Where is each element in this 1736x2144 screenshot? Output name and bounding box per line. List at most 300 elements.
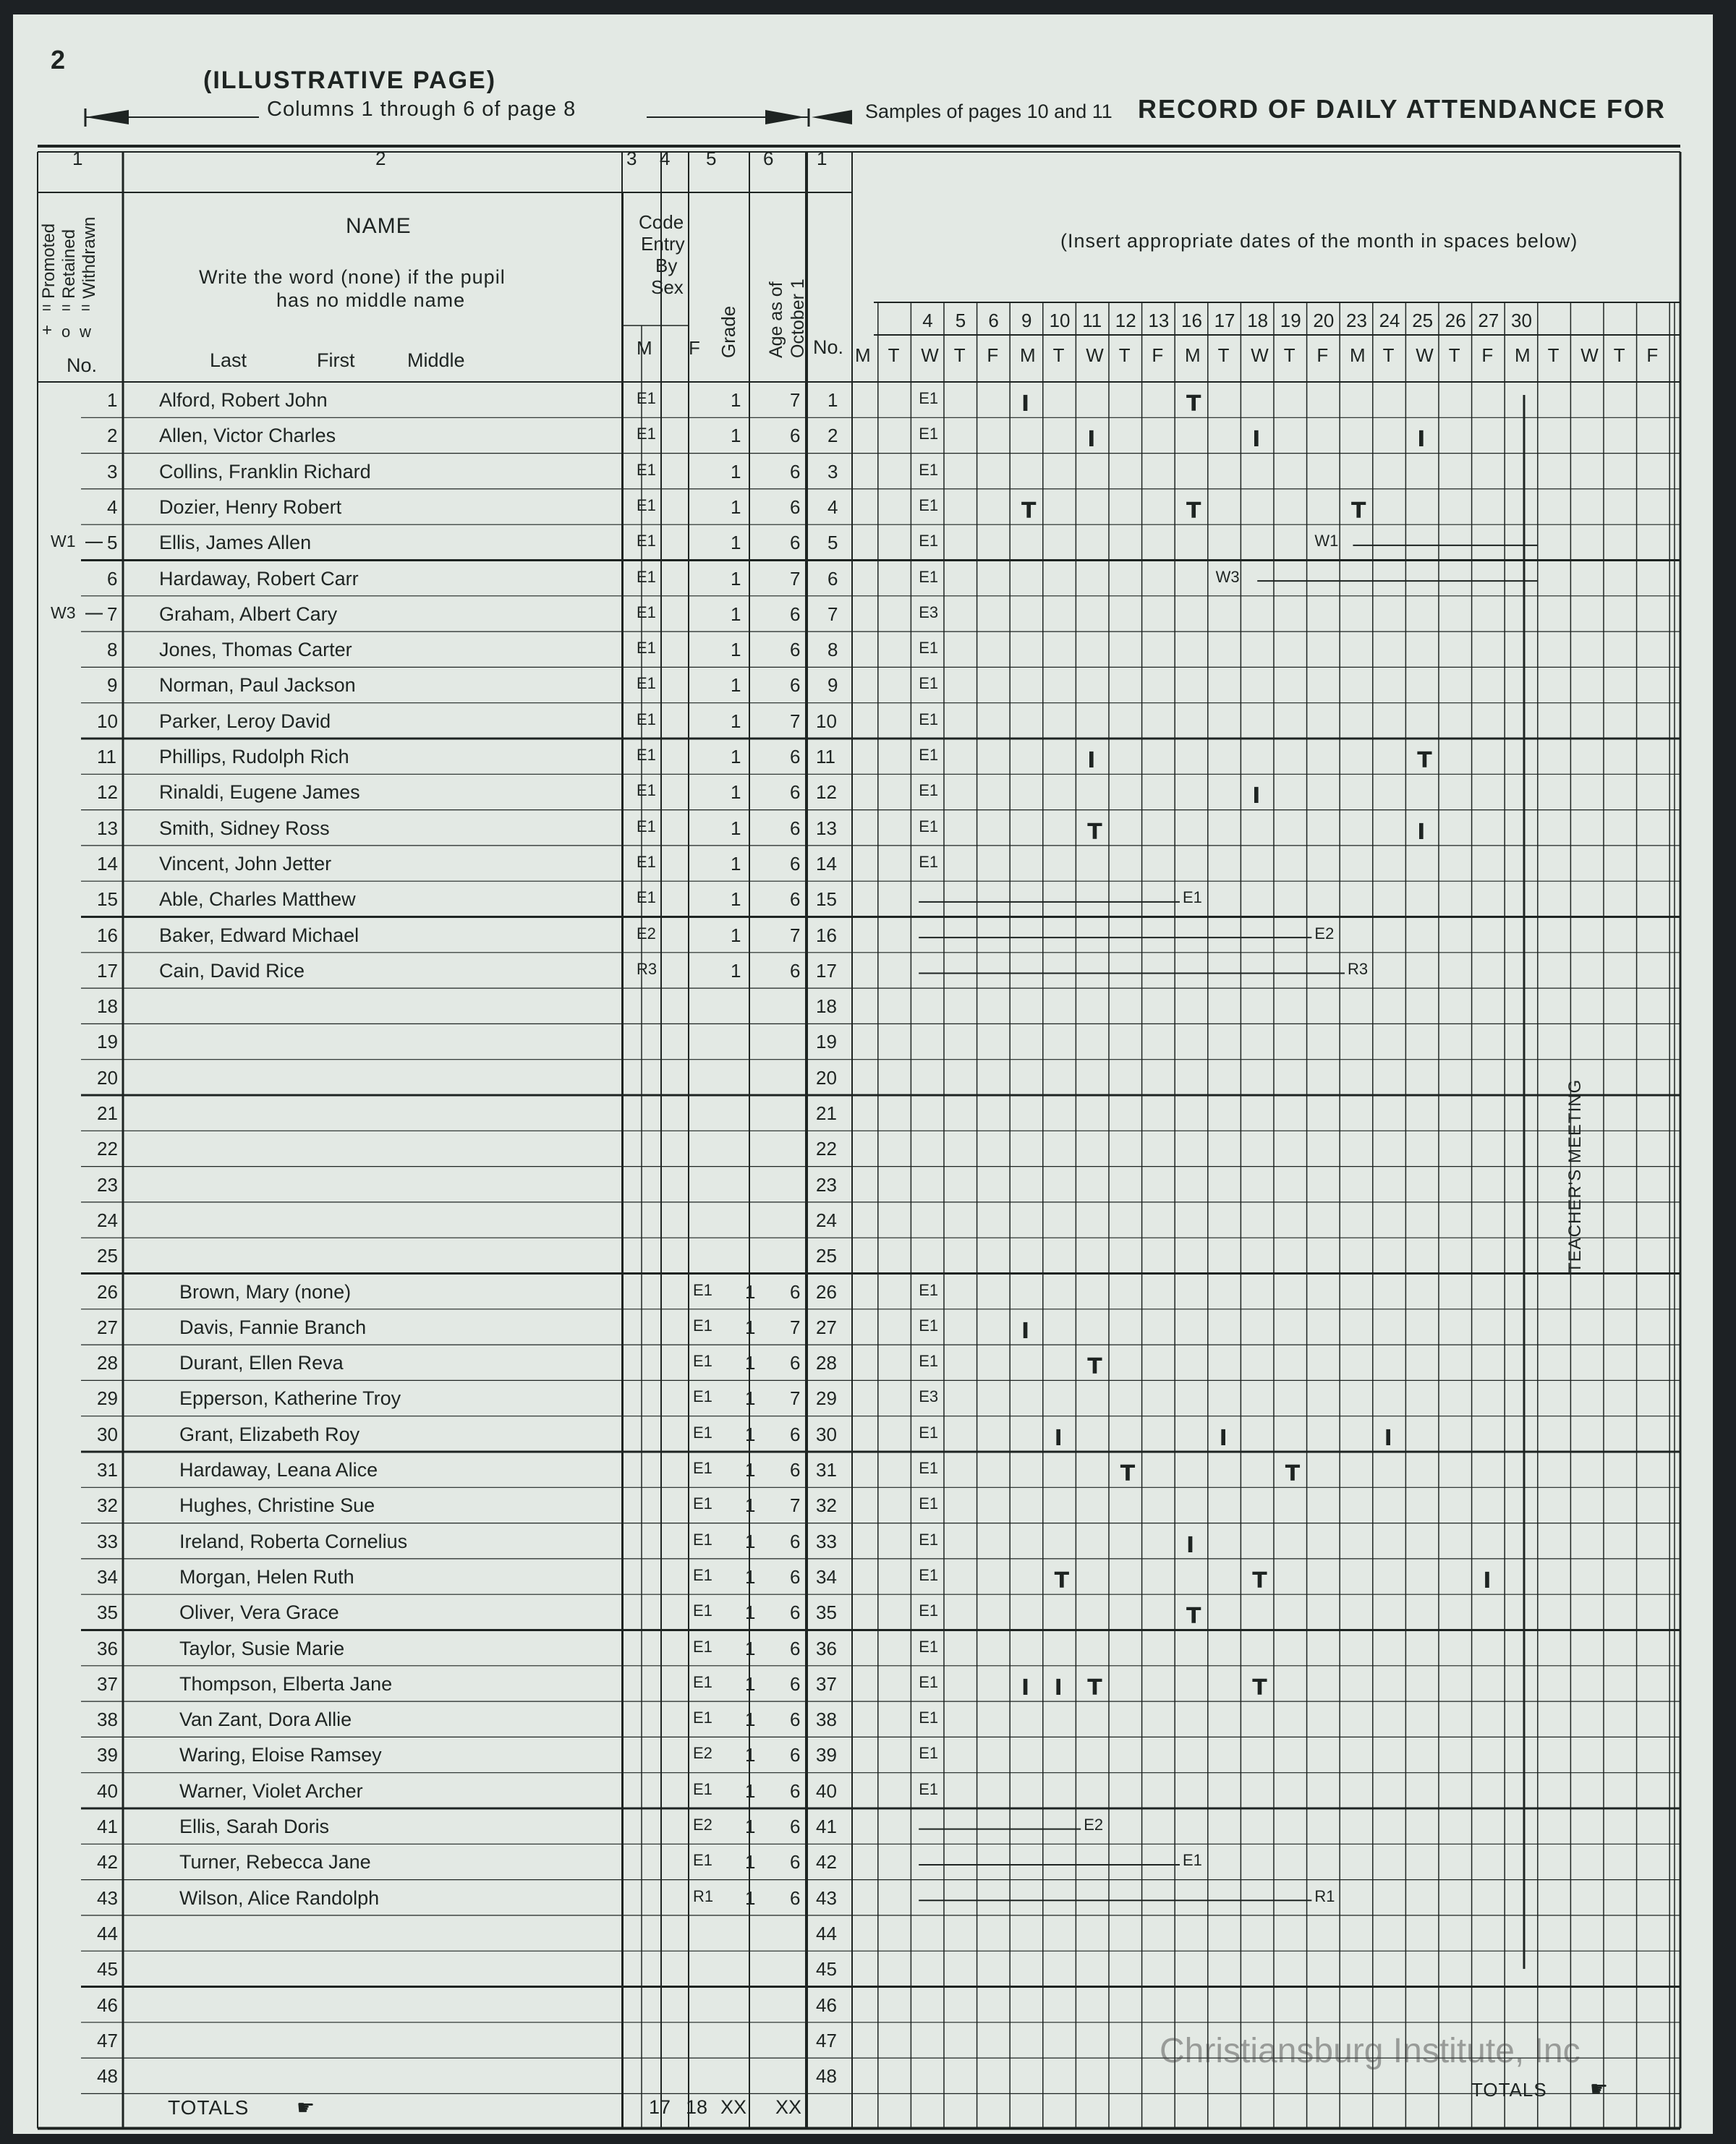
attendance-mark: I bbox=[1417, 427, 1426, 453]
age-value: 6 bbox=[790, 959, 801, 982]
row-number: 24 bbox=[97, 1209, 118, 1231]
age-value: 6 bbox=[790, 425, 801, 447]
day-letter-6: T bbox=[1052, 344, 1065, 366]
row-number: 27 bbox=[97, 1316, 118, 1338]
day-date-6: 6 bbox=[988, 310, 999, 331]
row-number-right: 6 bbox=[827, 567, 838, 590]
attendance-mark: I bbox=[1186, 1532, 1195, 1558]
teachers-meeting-label: TEACHER'S MEETING bbox=[1565, 1079, 1585, 1273]
code-entry-female: R1 bbox=[693, 1886, 714, 1905]
attendance-code: E1 bbox=[919, 389, 939, 407]
age-value: 7 bbox=[790, 710, 801, 732]
row-number: 44 bbox=[97, 1922, 118, 1944]
attendance-code: E2 bbox=[1314, 924, 1335, 943]
pupil-name: Warner, Violet Archer bbox=[179, 1779, 363, 1802]
row-number: 25 bbox=[97, 1245, 118, 1267]
attendance-mark: T bbox=[1186, 391, 1201, 417]
code-entry-female: E1 bbox=[693, 1851, 712, 1870]
day-date-30: 30 bbox=[1511, 310, 1532, 331]
col-number-5: 5 bbox=[706, 148, 717, 169]
attendance-code: E1 bbox=[919, 817, 939, 835]
row-number-right: 39 bbox=[816, 1744, 837, 1766]
day-date-23: 23 bbox=[1346, 310, 1367, 331]
age-value: 6 bbox=[790, 1565, 801, 1588]
attendance-mark: T bbox=[1186, 498, 1201, 524]
attendance-code: E3 bbox=[919, 1387, 939, 1406]
attendance-mark: I bbox=[1054, 1675, 1063, 1701]
age-value: 6 bbox=[790, 460, 801, 482]
pupil-name: Graham, Albert Cary bbox=[159, 603, 338, 625]
code-entry-female: E1 bbox=[693, 1565, 712, 1584]
grade-value: 1 bbox=[731, 924, 741, 946]
day-letter-24: F bbox=[1646, 344, 1659, 366]
age-value: 6 bbox=[790, 603, 801, 625]
row-number-right: 10 bbox=[816, 710, 837, 732]
attendance-mark: I bbox=[1054, 1425, 1063, 1451]
pointing-hand-right-icon: ☛ bbox=[1590, 2077, 1609, 2100]
pupil-name: Durant, Ellen Reva bbox=[179, 1352, 344, 1374]
attendance-code: E1 bbox=[919, 1280, 939, 1299]
attendance-mark: T bbox=[1252, 1567, 1267, 1594]
row-number: 40 bbox=[97, 1779, 118, 1802]
attendance-code: E1 bbox=[919, 1352, 939, 1371]
attendance-code: E1 bbox=[919, 1565, 939, 1584]
grade-value: 1 bbox=[731, 781, 741, 804]
row-number-right: 16 bbox=[816, 924, 837, 946]
day-letter-4: F bbox=[987, 344, 999, 366]
grade-value: 1 bbox=[731, 567, 741, 590]
row-number-right: 40 bbox=[816, 1779, 837, 1802]
day-letter-13: T bbox=[1283, 344, 1295, 366]
attendance-mark: T bbox=[1054, 1567, 1070, 1594]
attendance-mark: T bbox=[1087, 819, 1102, 845]
code-entry-male: E1 bbox=[637, 603, 656, 621]
attendance-mark: I bbox=[1417, 819, 1426, 845]
grade-value: 1 bbox=[745, 1316, 756, 1338]
status-equals-1: = bbox=[42, 299, 51, 317]
grade-value: 1 bbox=[745, 1779, 756, 1802]
code-entry-male: E1 bbox=[637, 781, 656, 800]
day-date-12: 12 bbox=[1115, 310, 1136, 331]
attendance-mark: I bbox=[1219, 1425, 1227, 1451]
age-value: 6 bbox=[790, 1709, 801, 1731]
code-entry-female: E1 bbox=[693, 1637, 712, 1656]
pupil-name: Allen, Victor Charles bbox=[159, 425, 336, 447]
attendance-code: E1 bbox=[919, 1637, 939, 1656]
age-value: 6 bbox=[790, 888, 801, 911]
row-number-right: 29 bbox=[816, 1387, 837, 1410]
attendance-code: E1 bbox=[919, 1316, 939, 1335]
row-number-right: 19 bbox=[816, 1031, 837, 1053]
pupil-name: Turner, Rebecca Jane bbox=[179, 1851, 371, 1873]
row-number-right: 5 bbox=[827, 532, 838, 554]
day-letter-17: W bbox=[1416, 344, 1434, 366]
attendance-mark: I bbox=[1384, 1425, 1392, 1451]
row-number-right: 13 bbox=[816, 817, 837, 839]
code-entry-male: E1 bbox=[637, 710, 656, 728]
grade-value: 1 bbox=[745, 1530, 756, 1552]
row-number-right: 28 bbox=[816, 1352, 837, 1374]
age-value: 6 bbox=[790, 817, 801, 839]
day-date-27: 27 bbox=[1478, 310, 1499, 331]
row-number: 42 bbox=[97, 1851, 118, 1873]
day-date-9: 9 bbox=[1021, 310, 1032, 331]
attendance-code: E1 bbox=[919, 1423, 939, 1442]
pupil-name: Cain, David Rice bbox=[159, 959, 305, 982]
pupil-name: Ireland, Roberta Cornelius bbox=[179, 1530, 408, 1552]
grade-value: 1 bbox=[731, 425, 741, 447]
attendance-mark: I bbox=[1021, 1675, 1030, 1701]
watermark: Christiansburg Institute, Inc bbox=[1160, 2032, 1580, 2070]
age-value: 6 bbox=[790, 1530, 801, 1552]
grade-header: Grade bbox=[718, 305, 739, 358]
code-header-2: Entry bbox=[641, 233, 685, 255]
age-header-2: October 1 bbox=[788, 278, 808, 358]
page-number: 2 bbox=[51, 45, 66, 75]
row-number-right: 2 bbox=[827, 425, 838, 447]
page-title: (ILLUSTRATIVE PAGE) bbox=[203, 67, 497, 94]
totals-right-label: TOTALS bbox=[1471, 2079, 1547, 2101]
row-number-right: 43 bbox=[816, 1886, 837, 1909]
row-number-right: 36 bbox=[816, 1637, 837, 1659]
code-m-label: M bbox=[637, 337, 652, 359]
age-value: 6 bbox=[790, 1672, 801, 1695]
grade-value: 1 bbox=[745, 1494, 756, 1517]
pupil-name: Hardaway, Robert Carr bbox=[159, 567, 359, 590]
pupil-name: Jones, Thomas Carter bbox=[159, 639, 352, 661]
row-number-right: 45 bbox=[816, 1958, 837, 1981]
grade-value: 1 bbox=[745, 1672, 756, 1695]
attendance-mark: T bbox=[1417, 748, 1432, 773]
attendance-code: E1 bbox=[919, 639, 939, 658]
day-letter-8: T bbox=[1118, 344, 1131, 366]
pupil-name: Ellis, Sarah Doris bbox=[179, 1816, 330, 1837]
code-entry-female: E1 bbox=[693, 1601, 712, 1620]
row-number-right: 21 bbox=[816, 1102, 837, 1124]
row-number: 22 bbox=[97, 1138, 118, 1160]
row-number: 8 bbox=[107, 639, 118, 661]
pupil-name: Thompson, Elberta Jane bbox=[179, 1672, 393, 1695]
row-number: 2 bbox=[107, 425, 118, 447]
age-value: 7 bbox=[790, 1316, 801, 1338]
pupil-name: Able, Charles Matthew bbox=[159, 888, 356, 911]
row-number-right: 22 bbox=[816, 1138, 837, 1160]
code-header-4: Sex bbox=[651, 276, 684, 298]
pupil-name: Vincent, John Jetter bbox=[159, 852, 332, 875]
row-number: 19 bbox=[97, 1031, 118, 1053]
name-instruction-2: has no middle name bbox=[276, 289, 466, 311]
totals-age: XX bbox=[775, 2096, 802, 2118]
row-number-right: 3 bbox=[827, 460, 838, 482]
row-number: 14 bbox=[97, 852, 118, 875]
code-entry-male: E1 bbox=[637, 460, 656, 479]
age-value: 6 bbox=[790, 1352, 801, 1374]
row-number-right: 24 bbox=[816, 1209, 837, 1231]
age-value: 6 bbox=[790, 1779, 801, 1802]
age-value: 7 bbox=[790, 567, 801, 590]
pointing-hand-icon: ☛ bbox=[297, 2096, 315, 2119]
attendance-mark: I bbox=[1483, 1567, 1492, 1594]
age-value: 6 bbox=[790, 639, 801, 661]
attendance-mark: T bbox=[1087, 1675, 1102, 1701]
day-letter-2: W bbox=[921, 344, 939, 366]
attendance-mark: T bbox=[1186, 1604, 1201, 1630]
age-value: 6 bbox=[790, 1744, 801, 1766]
row-number: 34 bbox=[97, 1565, 118, 1588]
row-number: 20 bbox=[97, 1066, 118, 1089]
grade-value: 1 bbox=[745, 1352, 756, 1374]
attendance-mark: T bbox=[1021, 498, 1037, 524]
code-entry-male: E1 bbox=[637, 674, 656, 693]
grade-value: 1 bbox=[745, 1851, 756, 1873]
row-number-right: 38 bbox=[816, 1709, 837, 1731]
arrow-right-icon bbox=[765, 110, 805, 124]
age-value: 7 bbox=[790, 924, 801, 946]
attendance-code: E1 bbox=[919, 1744, 939, 1763]
row-number-right: 25 bbox=[816, 1245, 837, 1267]
attendance-mark: I bbox=[1087, 748, 1096, 773]
code-entry-female: E1 bbox=[693, 1672, 712, 1691]
pupil-name: Norman, Paul Jackson bbox=[159, 674, 356, 697]
row-number-right: 12 bbox=[816, 781, 837, 804]
arrow-left-icon bbox=[85, 110, 129, 124]
attendance-code: E1 bbox=[919, 1459, 939, 1477]
code-f-label: F bbox=[689, 337, 700, 359]
attendance-code: E1 bbox=[919, 1601, 939, 1620]
row-number: 29 bbox=[97, 1387, 118, 1410]
row-number-right: 48 bbox=[816, 2065, 837, 2088]
pupil-name: Alford, Robert John bbox=[159, 389, 328, 411]
pupil-name: Brown, Mary (none) bbox=[179, 1280, 352, 1303]
grade-value: 1 bbox=[745, 1565, 756, 1588]
pupil-name: Grant, Elizabeth Roy bbox=[179, 1423, 360, 1445]
code-entry-female: E1 bbox=[693, 1779, 712, 1798]
code-entry-male: E1 bbox=[637, 852, 656, 871]
row-number: 36 bbox=[97, 1637, 118, 1659]
day-date-5: 5 bbox=[955, 310, 966, 331]
row-number: 11 bbox=[97, 746, 116, 767]
attendance-mark: I bbox=[1087, 427, 1096, 453]
attendance-code: E1 bbox=[919, 852, 939, 871]
pupil-name: Wilson, Alice Randolph bbox=[179, 1886, 380, 1909]
day-letter-14: F bbox=[1316, 344, 1329, 366]
day-letter-11: T bbox=[1217, 344, 1230, 366]
attendance-mark: T bbox=[1120, 1461, 1136, 1486]
age-value: 6 bbox=[790, 495, 801, 518]
col-number-4: 4 bbox=[660, 148, 671, 169]
attendance-mark: T bbox=[1351, 498, 1366, 524]
row-number: 46 bbox=[97, 1994, 118, 2016]
col-number-3: 3 bbox=[626, 148, 637, 169]
attendance-mark: I bbox=[1021, 1318, 1030, 1344]
row-number-right: 17 bbox=[816, 959, 837, 982]
pupil-name: Morgan, Helen Ruth bbox=[179, 1565, 354, 1588]
status-label-promoted: Promoted bbox=[39, 223, 59, 299]
row-number: 4 bbox=[107, 495, 118, 518]
pupil-name: Phillips, Rudolph Rich bbox=[159, 746, 349, 767]
row-number-right: 7 bbox=[827, 603, 838, 625]
grade-value: 1 bbox=[731, 852, 741, 875]
grade-value: 1 bbox=[745, 1280, 756, 1303]
pupil-name: Rinaldi, Eugene James bbox=[159, 781, 360, 804]
grade-value: 1 bbox=[731, 495, 741, 518]
age-value: 6 bbox=[790, 852, 801, 875]
row-number-right: 1 bbox=[827, 389, 838, 411]
grade-value: 1 bbox=[745, 1459, 756, 1481]
row-number: 38 bbox=[97, 1709, 118, 1731]
name-instruction-1: Write the word (none) if the pupil bbox=[199, 266, 506, 288]
code-entry-female: E2 bbox=[693, 1744, 712, 1763]
pupil-name: Davis, Fannie Branch bbox=[179, 1316, 367, 1338]
right-span-label: Samples of pages 10 and 11 bbox=[865, 101, 1112, 122]
attendance-code: E1 bbox=[919, 1779, 939, 1798]
row-number: 23 bbox=[97, 1173, 118, 1196]
row-number-right: 23 bbox=[816, 1173, 837, 1196]
row-number-right: 46 bbox=[816, 1994, 837, 2016]
totals-grade: XX bbox=[720, 2096, 747, 2118]
day-date-25: 25 bbox=[1412, 310, 1434, 331]
day-date-13: 13 bbox=[1148, 310, 1170, 331]
code-entry-male: E1 bbox=[637, 888, 656, 907]
row-number-right: 37 bbox=[816, 1672, 837, 1695]
row-number: 17 bbox=[97, 959, 118, 982]
grade-value: 1 bbox=[731, 603, 741, 625]
age-value: 6 bbox=[790, 1601, 801, 1624]
row-number: 12 bbox=[97, 781, 118, 804]
row-number: 7 bbox=[107, 603, 118, 625]
row-number: 45 bbox=[97, 1958, 118, 1981]
day-date-10: 10 bbox=[1049, 310, 1071, 331]
pupil-name: Collins, Franklin Richard bbox=[159, 460, 371, 482]
grade-value: 1 bbox=[731, 817, 741, 839]
status-label-retained: Retained bbox=[59, 229, 79, 299]
age-value: 6 bbox=[790, 1423, 801, 1445]
row-number-right: 34 bbox=[816, 1565, 837, 1588]
code-entry-female: E1 bbox=[693, 1459, 712, 1477]
row-number-right: 42 bbox=[816, 1851, 837, 1873]
row-number-right: 47 bbox=[816, 2029, 837, 2051]
row-number: 18 bbox=[97, 995, 118, 1018]
pupil-name: Waring, Eloise Ramsey bbox=[179, 1744, 382, 1766]
col-number-2: 2 bbox=[375, 148, 386, 169]
status-equals-2: = bbox=[61, 299, 71, 317]
grade-value: 1 bbox=[731, 710, 741, 732]
code-entry-male: E1 bbox=[637, 746, 656, 764]
day-letter-10: M bbox=[1185, 344, 1201, 366]
row-number: 35 bbox=[97, 1601, 118, 1624]
code-entry-male: E1 bbox=[637, 532, 656, 550]
row-number-right: 33 bbox=[816, 1530, 837, 1552]
grade-value: 1 bbox=[731, 532, 741, 554]
row-number: 15 bbox=[97, 888, 118, 911]
row-number-right: 9 bbox=[827, 674, 838, 697]
day-letter-21: T bbox=[1547, 344, 1560, 366]
grade-value: 1 bbox=[745, 1387, 756, 1410]
row-number-right: 15 bbox=[816, 888, 837, 911]
row-number-right: 18 bbox=[816, 995, 837, 1018]
arrow-left-icon bbox=[812, 110, 852, 124]
attendance-code: E1 bbox=[919, 781, 939, 800]
row-number-right: 27 bbox=[816, 1316, 837, 1338]
code-entry-female: E1 bbox=[693, 1387, 712, 1406]
grade-value: 1 bbox=[745, 1423, 756, 1445]
row-number: 28 bbox=[97, 1352, 118, 1374]
code-entry-male: E1 bbox=[637, 567, 656, 586]
totals-m: 17 bbox=[649, 2096, 671, 2118]
day-letter-23: T bbox=[1613, 344, 1625, 366]
name-middle-label: Middle bbox=[407, 349, 465, 371]
attendance-mark: T bbox=[1087, 1354, 1102, 1380]
day-letter-3: T bbox=[953, 344, 966, 366]
status-code-promoted: + bbox=[42, 320, 53, 340]
age-value: 6 bbox=[790, 746, 801, 767]
attendance-code: E1 bbox=[919, 460, 939, 479]
pupil-name: Hughes, Christine Sue bbox=[179, 1494, 375, 1517]
day-date-16: 16 bbox=[1181, 310, 1202, 331]
day-letter-9: F bbox=[1152, 344, 1164, 366]
day-date-24: 24 bbox=[1379, 310, 1400, 331]
attendance-code: W3 bbox=[1215, 567, 1240, 586]
code-entry-female: E1 bbox=[693, 1352, 712, 1371]
grade-value: 1 bbox=[745, 1637, 756, 1659]
grade-value: 1 bbox=[745, 1816, 756, 1837]
age-value: 6 bbox=[790, 1851, 801, 1873]
status-code-withdrawn: w bbox=[80, 323, 91, 341]
name-last-label: Last bbox=[210, 349, 247, 371]
grade-value: 1 bbox=[745, 1744, 756, 1766]
age-value: 6 bbox=[790, 674, 801, 697]
pupil-name: Smith, Sidney Ross bbox=[159, 817, 330, 839]
attendance-code: E1 bbox=[919, 746, 939, 764]
attendance-code: E1 bbox=[919, 1672, 939, 1691]
attendance-code: E1 bbox=[919, 1494, 939, 1513]
age-value: 6 bbox=[790, 532, 801, 554]
row-number-right: 31 bbox=[816, 1459, 837, 1481]
day-letter-7: W bbox=[1086, 344, 1104, 366]
row-number: 37 bbox=[97, 1672, 118, 1695]
dates-instruction: (Insert appropriate dates of the month in spaces below) bbox=[1060, 230, 1578, 252]
row-number-right: 8 bbox=[827, 639, 838, 661]
attendance-code: E1 bbox=[919, 425, 939, 443]
name-first-label: First bbox=[317, 349, 355, 371]
totals-f: 18 bbox=[686, 2096, 708, 2118]
code-entry-male: E1 bbox=[637, 817, 656, 835]
age-value: 7 bbox=[790, 389, 801, 411]
row-number-right: 35 bbox=[816, 1601, 837, 1624]
age-value: 6 bbox=[790, 1637, 801, 1659]
col-number-1-right: 1 bbox=[817, 148, 827, 169]
day-date-4: 4 bbox=[922, 310, 933, 331]
day-letter-20: M bbox=[1515, 344, 1531, 366]
day-letter-16: T bbox=[1382, 344, 1395, 366]
row-number: 1 bbox=[107, 389, 118, 411]
grade-value: 1 bbox=[731, 389, 741, 411]
code-entry-female: E1 bbox=[693, 1316, 712, 1335]
row-number-right: 11 bbox=[816, 746, 835, 767]
code-entry-female: E1 bbox=[693, 1709, 712, 1727]
code-header-3: By bbox=[655, 255, 678, 276]
age-value: 6 bbox=[790, 1816, 801, 1837]
attendance-code: E1 bbox=[1183, 888, 1202, 907]
row-number-right: 20 bbox=[816, 1066, 837, 1089]
row-number: 30 bbox=[97, 1423, 118, 1445]
row-number: 43 bbox=[97, 1886, 118, 1909]
col-number-6: 6 bbox=[763, 148, 774, 169]
attendance-code: E1 bbox=[919, 674, 939, 693]
left-span-label: Columns 1 through 6 of page 8 bbox=[267, 98, 576, 121]
pupil-name: Taylor, Susie Marie bbox=[179, 1637, 345, 1659]
row-number-right: 30 bbox=[816, 1423, 837, 1445]
